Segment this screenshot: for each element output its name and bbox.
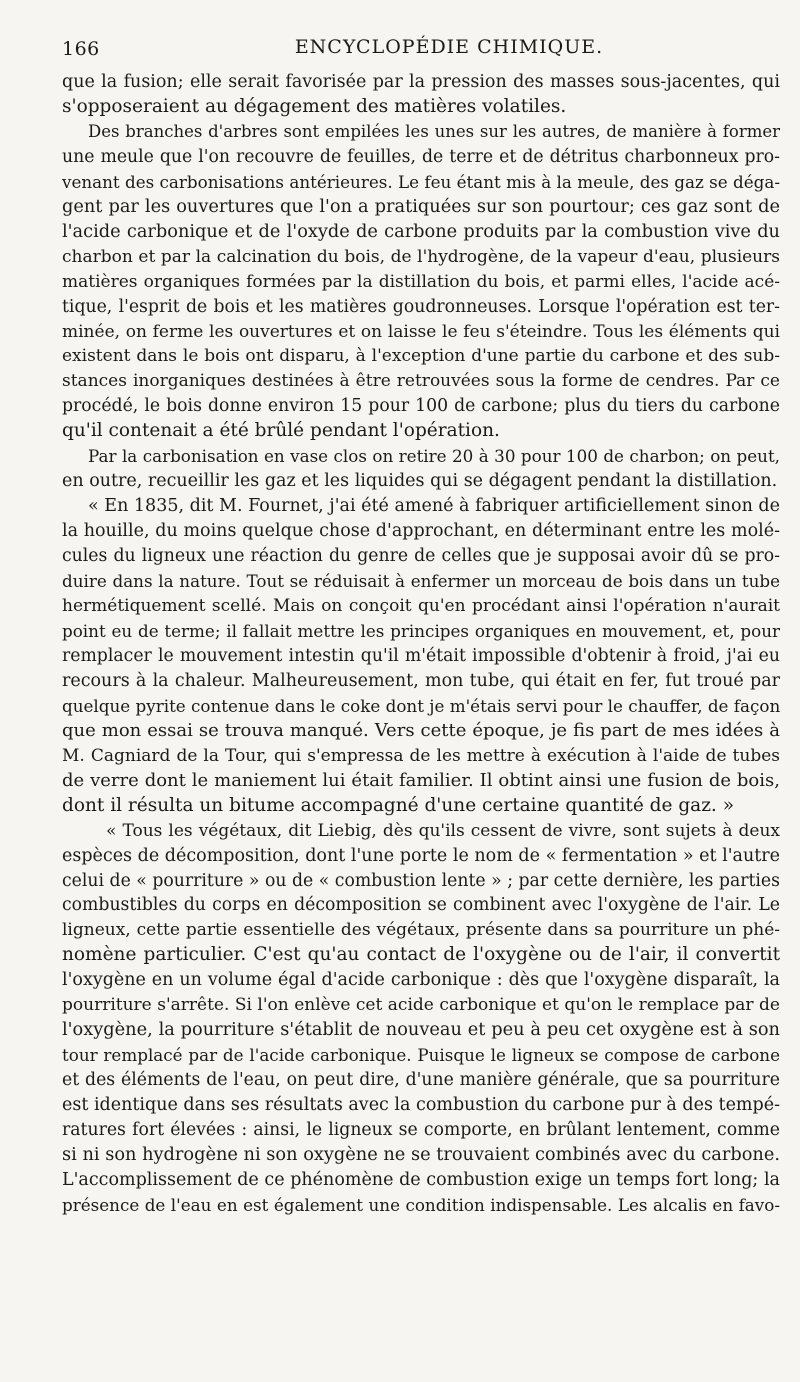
text-line: minée, on ferme les ouvertures et on laisse le feu s'éteindre. Tous les éléments qui <box>62 321 780 342</box>
text-line: ratures fort élevées : ainsi, le ligneux se comporte, en brûlant lentement, comme <box>62 1120 780 1141</box>
text-line: l'oxygène en un volume égal d'acide carbonique : dès que l'oxygène disparaît, la <box>62 970 780 991</box>
text-line: cules du ligneux une réaction du genre de celles que je supposai avoir dû se pro- <box>62 546 780 567</box>
text-line: venant des carbonisations antérieures. Le feu étant mis à la meule, des gaz se déga- <box>62 171 780 192</box>
text-line: si ni son hydrogène ni son oxygène ne se trouvaient combinés avec du carbone. <box>62 1144 780 1165</box>
text-line: la houille, du moins quelque chose d'approchant, en déterminant entre les molé- <box>62 521 780 542</box>
text-line: que la fusion; elle serait favorisée par la pression des masses sous-jacentes, qui <box>62 72 780 92</box>
text-line: quelque pyrite contenue dans le coke dont je m'étais servi pour le chauffer, de façon <box>62 695 780 716</box>
text-line: « Tous les végétaux, dit Liebig, dès qu'ils cessent de vivre, sont sujets à deux <box>106 820 780 841</box>
text-line: tique, l'esprit de bois et les matières goudronneuses. Lorsque l'opération est ter- <box>62 296 780 317</box>
text-line: Des branches d'arbres sont empilées les unes sur les autres, de manière à former <box>88 121 780 141</box>
text-line: est identique dans ses résultats avec la combustion du carbone pur à des tempé- <box>62 1095 780 1116</box>
text-line: en outre, recueillir les gaz et les liquides qui se dégagent pendant la distillation. <box>62 471 778 492</box>
running-title: ENCYCLOPÉDIE CHIMIQUE. <box>294 36 604 58</box>
text-line: point eu de terme; il fallait mettre les principes organiques en mouvement, et, pour <box>62 620 780 641</box>
text-line: de verre dont le maniement lui était familier. Il obtint ainsi une fusion de bois, <box>62 769 780 791</box>
page-header <box>62 34 776 66</box>
text-line: tour remplacé par de l'acide carbonique. Puisque le ligneux se compose de carbone <box>62 1045 780 1066</box>
text-line: « En 1835, dit M. Fournet, j'ai été amené à fabriquer artificiellement sinon de <box>88 496 780 517</box>
text-line: gent par les ouvertures que l'on a pratiquées sur son pourtour; ces gaz sont de <box>62 196 780 217</box>
text-line: que mon essai se trouva manqué. Vers cette époque, je fis part de mes idées à <box>62 719 780 741</box>
text-line: M. Cagniard de la Tour, qui s'empressa de les mettre à exécution à l'aide de tubes <box>62 745 780 766</box>
text-line: et des éléments de l'eau, on peut dire, d'une manière générale, que sa pourriture <box>62 1070 780 1091</box>
text-line: hermétiquement scellé. Mais on conçoit qu'en procédant ainsi l'opération n'aurait <box>62 596 780 617</box>
text-line: dont il résulta un bitume accompagné d'une certaine quantité de gaz. » <box>62 794 735 816</box>
text-line: pourriture s'arrête. Si l'on enlève cet acide carbonique et qu'on le remplace par de <box>62 995 780 1016</box>
text-line: recours à la chaleur. Malheureusement, mon tube, qui était en fer, fut troué par <box>62 670 780 691</box>
text-line: remplacer le mouvement intestin qu'il m'était impossible d'obtenir à froid, j'ai eu <box>62 645 780 666</box>
text-line: s'opposeraient au dégagement des matières volatiles. <box>62 95 567 117</box>
text-line: L'accomplissement de ce phénomène de combustion exige un temps fort long; la <box>62 1169 780 1190</box>
text-line: présence de l'eau en est également une condition indispensable. Les alcalis en favo- <box>62 1194 780 1215</box>
page-number: 166 <box>62 38 100 60</box>
text-line: existent dans le bois ont disparu, à l'exception d'une partie du carbone et des sub- <box>62 346 780 367</box>
text-line: Par la carbonisation en vase clos on retire 20 à 30 pour 100 de charbon; on peut, <box>88 446 780 467</box>
text-line: matières organiques formées par la distillation du bois, et parmi elles, l'acide acé- <box>62 271 780 292</box>
text-line: stances inorganiques destinées à être retrouvées sous la forme de cendres. Par ce <box>62 371 780 392</box>
text-line: espèces de décomposition, dont l'une porte le nom de « fermentation » et l'autre <box>62 845 780 866</box>
text-line: charbon et par la calcination du bois, de l'hydrogène, de la vapeur d'eau, plusieurs <box>62 246 780 267</box>
text-line: combustibles du corps en décomposition se combinent avec l'oxygène de l'air. Le <box>62 895 780 916</box>
text-line: l'acide carbonique et de l'oxyde de carbone produits par la combustion vive du <box>62 221 780 242</box>
text-line: qu'il contenait a été brûlé pendant l'opération. <box>62 420 500 442</box>
text-line: duire dans la nature. Tout se réduisait à enfermer un morceau de bois dans un tube <box>62 571 780 592</box>
text-line: une meule que l'on recouvre de feuilles, de terre et de détritus charbonneux pro- <box>62 146 780 167</box>
body-text <box>62 70 780 1218</box>
text-line: celui de « pourriture » ou de « combustion lente » ; par cette dernière, les parties <box>62 870 780 891</box>
text-line: l'oxygène, la pourriture s'établit de nouveau et peu à peu cet oxygène est à son <box>62 1020 780 1041</box>
text-line: procédé, le bois donne environ 15 pour 100 de carbone; plus du tiers du carbone <box>62 396 780 417</box>
text-line: ligneux, cette partie essentielle des végétaux, présente dans sa pourriture un phé- <box>62 920 780 941</box>
text-line: nomène particulier. C'est qu'au contact de l'oxygène ou de l'air, il convertit <box>62 944 780 966</box>
